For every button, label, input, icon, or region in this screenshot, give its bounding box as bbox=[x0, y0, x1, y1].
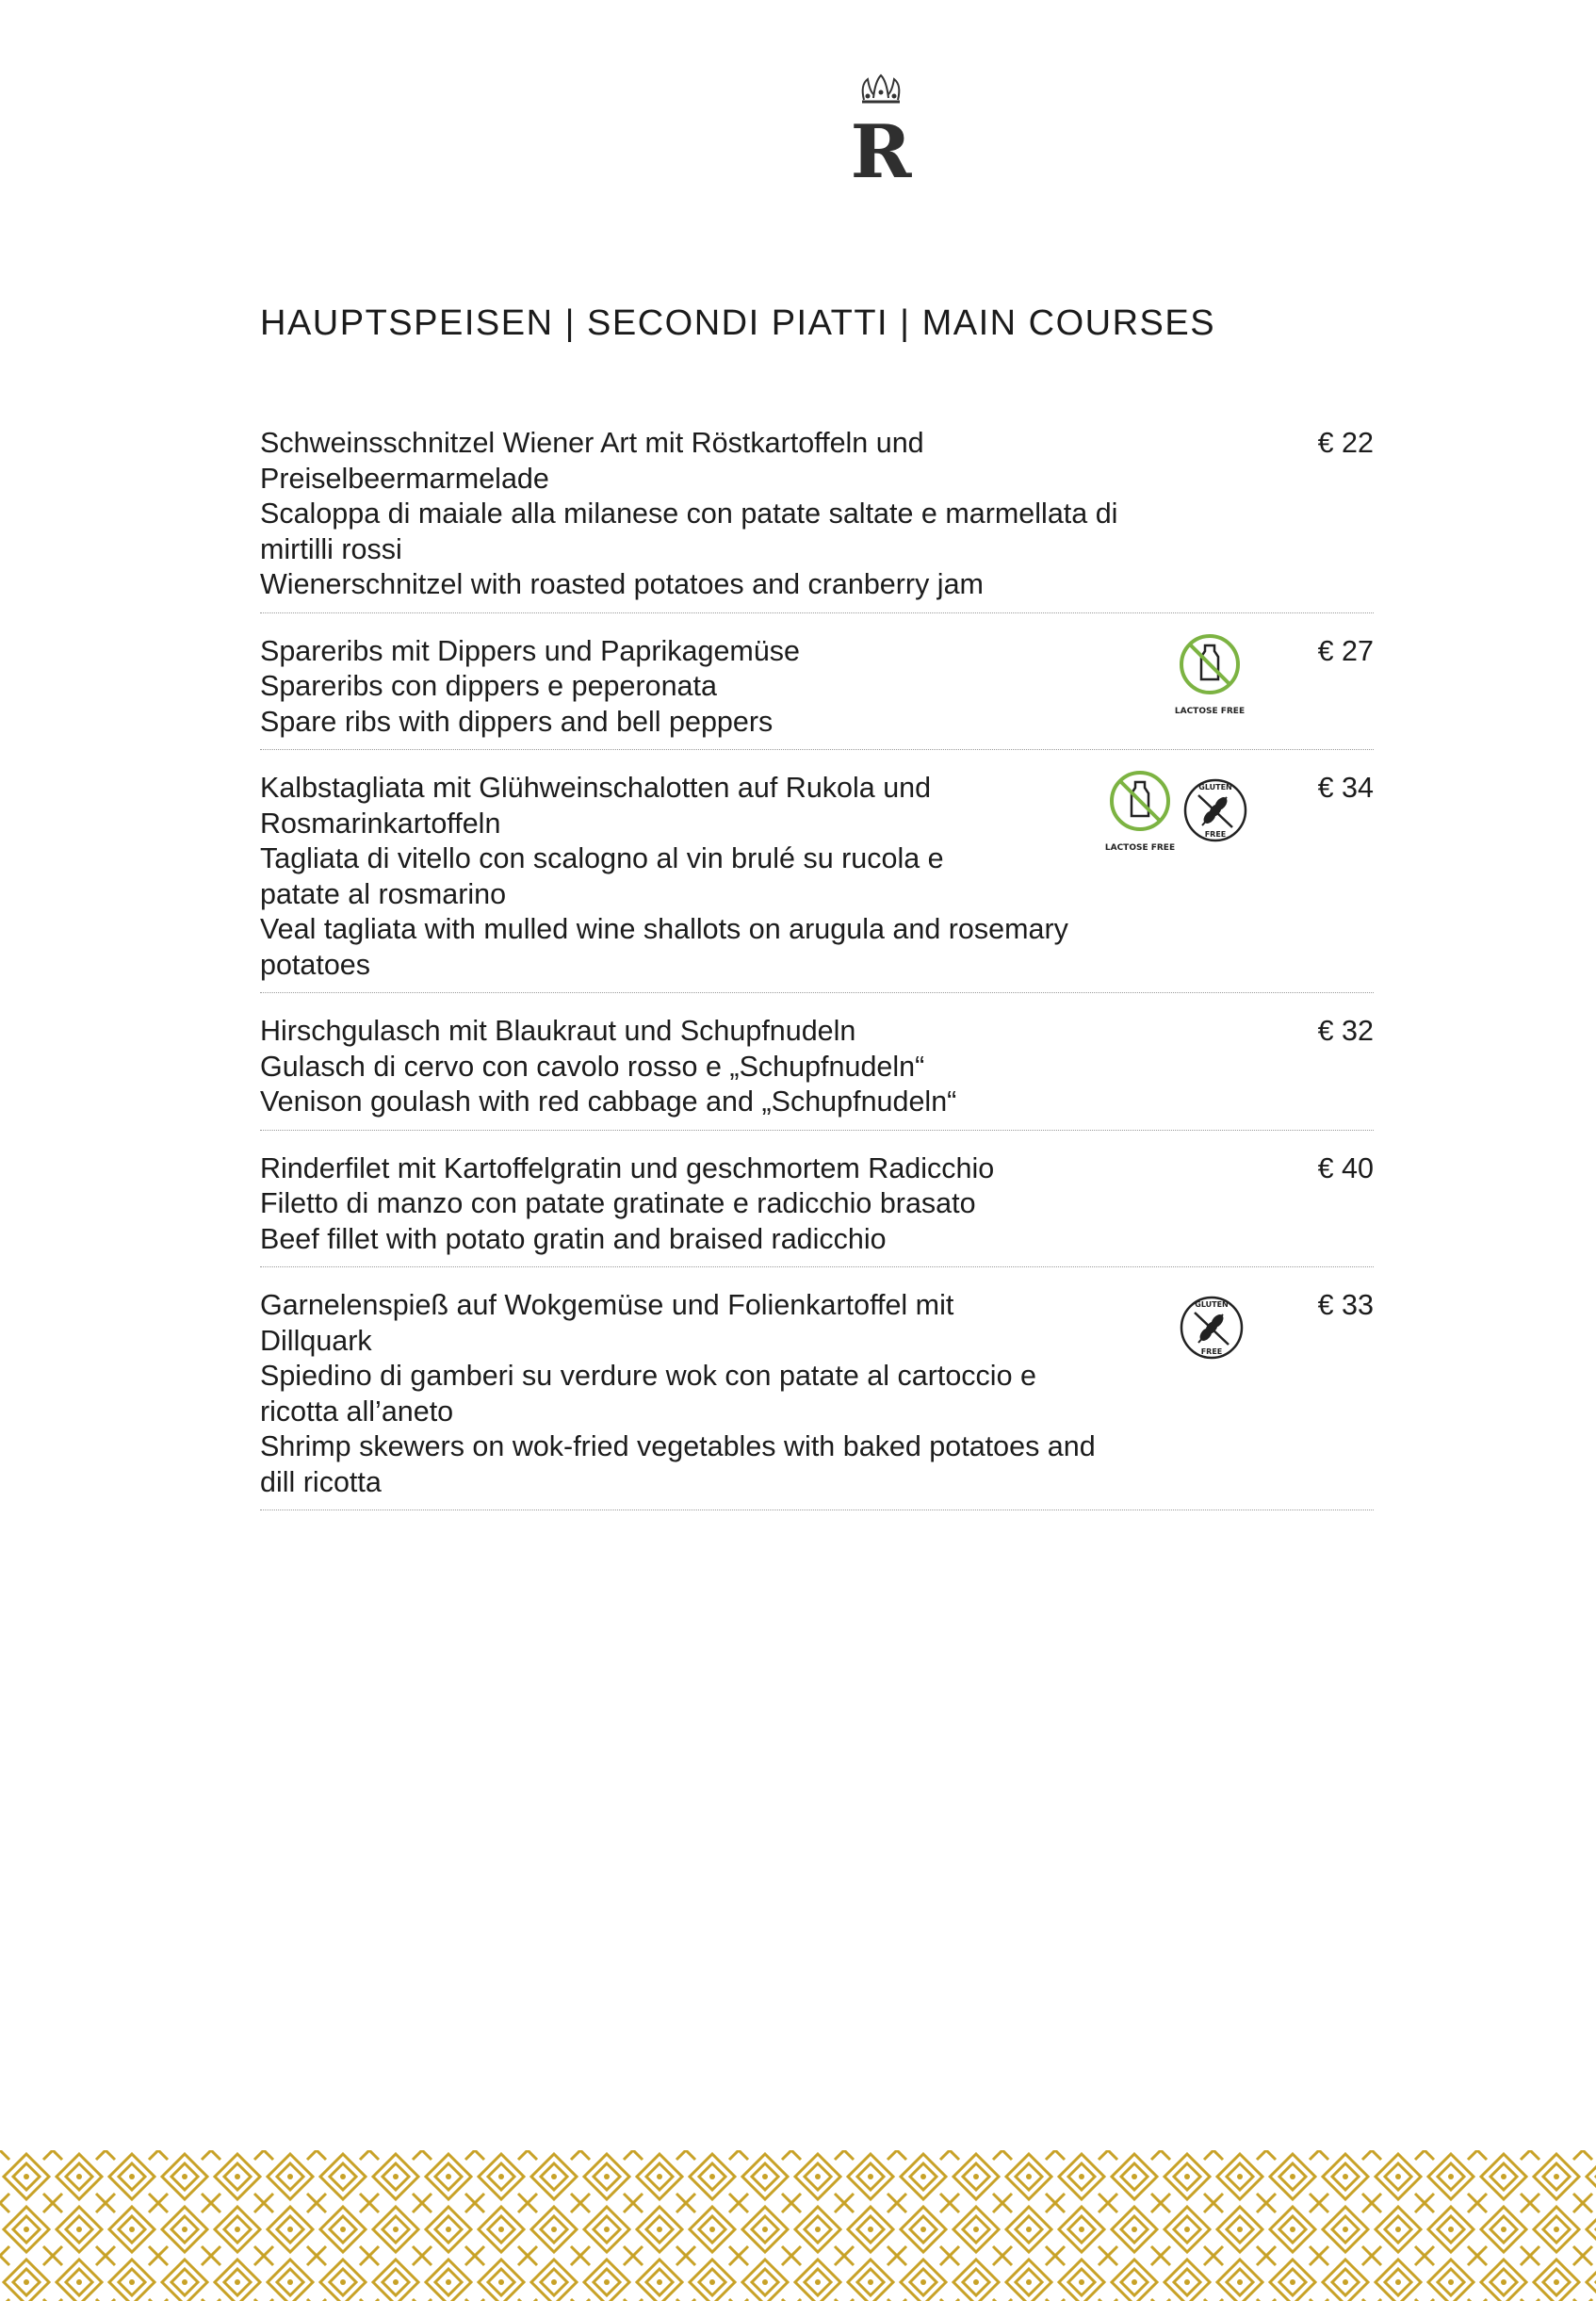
svg-text:LACTOSE FREE: LACTOSE FREE bbox=[1174, 706, 1246, 716]
dish-line: Preiselbeermarmelade bbox=[260, 462, 549, 495]
dish-line: Veal tagliata with mulled wine shallots on arugula and rosemary bbox=[260, 913, 1068, 945]
svg-text:GLUTEN: GLUTEN bbox=[1198, 783, 1232, 791]
menu-list bbox=[260, 426, 1374, 1531]
crown-r-logo bbox=[843, 73, 919, 187]
menu-item bbox=[260, 634, 1374, 751]
diet-badges bbox=[1174, 634, 1246, 719]
dish-line: Kalbstagliata mit Glühweinschalotten auf Rukola und bbox=[260, 772, 932, 804]
dish-description bbox=[260, 1014, 1221, 1120]
dish-price: € 33 bbox=[1317, 1289, 1374, 1321]
page-title: HAUPTSPEISEN | SECONDI PIATTI | MAIN COURSES bbox=[260, 303, 1216, 343]
svg-text:GLUTEN: GLUTEN bbox=[1195, 1300, 1229, 1309]
dish-line: Rinderfilet mit Kartoffelgratin und geschmortem Radicchio bbox=[260, 1151, 995, 1184]
dish-line: patate al rosmarino bbox=[260, 877, 507, 910]
svg-text:FREE: FREE bbox=[1200, 1347, 1223, 1356]
dish-description bbox=[260, 426, 1221, 603]
dish-price: € 27 bbox=[1317, 634, 1374, 667]
dish-price: € 40 bbox=[1317, 1151, 1374, 1184]
dish-line: mirtilli rossi bbox=[260, 532, 402, 565]
dish-line: Spareribs mit Dippers und Paprikagemüse bbox=[260, 634, 800, 667]
menu-item bbox=[260, 1014, 1374, 1131]
dish-line: Garnelenspieß auf Wokgemüse und Folienkartoffel mit bbox=[260, 1289, 954, 1321]
dish-line: Rosmarinkartoffeln bbox=[260, 807, 501, 840]
gluten-free-icon bbox=[1176, 1288, 1247, 1373]
menu-item bbox=[260, 1288, 1374, 1510]
svg-text:LACTOSE FREE: LACTOSE FREE bbox=[1104, 843, 1176, 853]
diet-badges bbox=[1176, 1288, 1247, 1373]
dish-line: Hirschgulasch mit Blaukraut und Schupfnudeln bbox=[260, 1015, 856, 1047]
dish-description bbox=[260, 1288, 1221, 1500]
lactose-free-icon bbox=[1174, 634, 1246, 719]
dish-line: Schweinsschnitzel Wiener Art mit Röstkartoffeln und bbox=[260, 427, 924, 459]
decorative-pattern-border bbox=[0, 2150, 1596, 2301]
dish-line: Scaloppa di maiale alla milanese con patate saltate e marmellata di bbox=[260, 498, 1118, 530]
dish-line: Spiedino di gamberi su verdure wok con patate al cartoccio e bbox=[260, 1360, 1036, 1392]
dish-description bbox=[260, 1151, 1221, 1258]
dish-line: Venison goulash with red cabbage and „Schupfnudeln“ bbox=[260, 1085, 957, 1118]
svg-text:FREE: FREE bbox=[1204, 830, 1227, 839]
dish-line: Dillquark bbox=[260, 1324, 372, 1357]
dish-line: Gulasch di cervo con cavolo rosso e „Schupfnudeln“ bbox=[260, 1050, 925, 1083]
dish-price: € 34 bbox=[1317, 772, 1374, 804]
dish-line: potatoes bbox=[260, 948, 371, 981]
dish-price: € 22 bbox=[1317, 427, 1374, 459]
diet-badges bbox=[1104, 771, 1251, 856]
menu-item bbox=[260, 426, 1374, 613]
dish-line: Spare ribs with dippers and bell peppers bbox=[260, 705, 774, 738]
dish-line: Beef fillet with potato gratin and braised radicchio bbox=[260, 1222, 887, 1255]
dish-description bbox=[260, 634, 1221, 741]
dish-line: Spareribs con dippers e peperonata bbox=[260, 670, 717, 702]
lactose-free-icon bbox=[1104, 771, 1176, 856]
gluten-free-icon bbox=[1180, 771, 1251, 856]
dish-line: Wienerschnitzel with roasted potatoes and cranberry jam bbox=[260, 568, 984, 600]
dish-line: Filetto di manzo con patate gratinate e radicchio brasato bbox=[260, 1187, 976, 1219]
dish-price: € 32 bbox=[1317, 1015, 1374, 1047]
dish-line: ricotta all’aneto bbox=[260, 1395, 454, 1428]
dish-line: Shrimp skewers on wok-fried vegetables with baked potatoes and bbox=[260, 1430, 1096, 1462]
dish-line: Tagliata di vitello con scalogno al vin brulé su rucola e bbox=[260, 842, 944, 874]
dish-description bbox=[260, 771, 1221, 983]
menu-item bbox=[260, 771, 1374, 993]
dish-line: dill ricotta bbox=[260, 1465, 382, 1498]
svg-text:R: R bbox=[850, 109, 912, 187]
menu-item bbox=[260, 1151, 1374, 1268]
